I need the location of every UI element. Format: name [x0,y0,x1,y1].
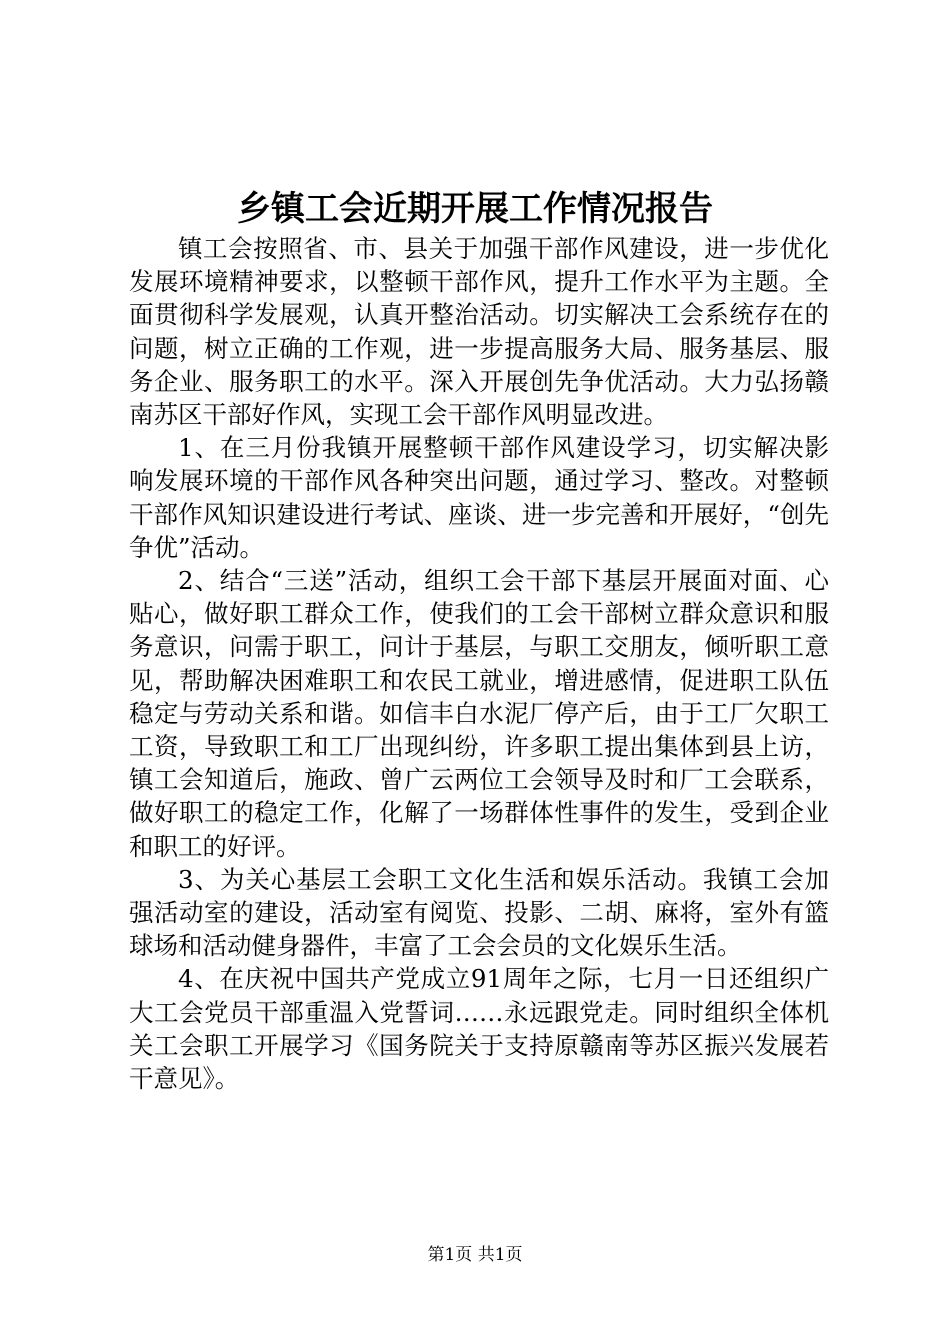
document-title: 乡镇工会近期开展工作情况报告 [237,189,713,229]
document-body [129,232,829,1095]
paragraph-item-2: 2、结合“三送”活动，组织工会干部下基层开展面对面、心贴心，做好职工群众工作，使我们的工会干部树立群众意识和服务意识，问需于职工，问计于基层，与职工交朋友，倾听职工意见，帮助解决困难职工和农民工就业，增进感情，促进职工队伍稳定与劳动关系和谐。如信丰白水泥厂停产后，由于工厂欠职工工资，导致职工和工厂出现纠纷，许多职工提出集体到县上访，镇工会知道后，施政、曾广云两位工会领导及时和厂工会联系，做好职工的稳定工作，化解了一场群体性事件的发生，受到企业和职工的好评。 [129,566,829,861]
paragraph-item-4: 4、在庆祝中国共产党成立91周年之际，七月一日还组织广大工会党员干部重温入党誓词……永远跟党走。同时组织全体机关工会职工开展学习《国务院关于支持原赣南等苏区振兴发展若干意见》。 [129,964,829,1094]
paragraph-item-3: 3、为关心基层工会职工文化生活和娱乐活动。我镇工会加强活动室的建设，活动室有阅览、投影、二胡、麻将，室外有篮球场和活动健身器件，丰富了工会会员的文化娱乐生活。 [129,864,829,961]
paragraph-intro: 镇工会按照省、市、县关于加强干部作风建设，进一步优化发展环境精神要求，以整顿干部作风，提升工作水平为主题。全面贯彻科学发展观，认真开整治活动。切实解决工会系统存在的问题，树立正确的工作观，进一步提高服务大局、服务基层、服务企业、服务职工的水平。深入开展创先争优活动。大力弘扬赣南苏区干部好作风，实现工会干部作风明显改进。 [129,234,829,430]
paragraph-item-1: 1、在三月份我镇开展整顿干部作风建设学习，切实解决影响发展环境的干部作风各种突出问题，通过学习、整改。对整顿干部作风知识建设进行考试、座谈、进一步完善和开展好，“创先争优”活动。 [129,433,829,562]
page-number-footer: 第1页 共1页 [427,1245,523,1265]
